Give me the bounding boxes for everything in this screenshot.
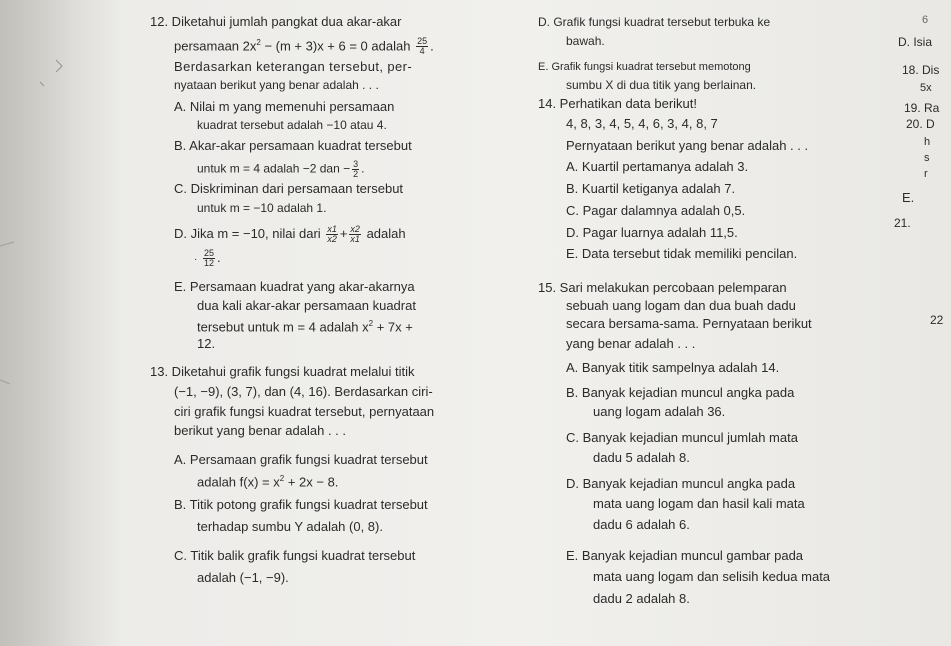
q13-stem-line-4: berikut yang benar adalah . . . — [174, 423, 347, 438]
q14-option-c: C. Pagar dalamnya adalah 0,5. — [566, 203, 746, 218]
q12-option-b-line-1: B. Akar-akar persamaan kuadrat tersebut — [174, 138, 412, 153]
q12-option-c-line-2: untuk m = −10 adalah 1. — [197, 201, 327, 215]
fragment-d-isia: D. Isia — [898, 35, 933, 49]
q12-option-d-line-1: D. Jika m = −10, nilai dari $\frac{x1}{x2}$ + $\frac{x2}{x1}$ adalah — [174, 224, 406, 244]
fragment-5x: 5x — [920, 82, 932, 94]
fragment-21: 21. — [894, 216, 911, 230]
q14-stem-line-1: 14. Perhatikan data berikut! — [538, 96, 697, 111]
q13-stem-line-3: ciri grafik fungsi kuadrat tersebut, pernyataan — [174, 404, 435, 419]
q14-option-e: E. Data tersebut tidak memiliki pencilan. — [566, 246, 798, 261]
q12-stem-line-4: nyataan berikut yang benar adalah . . . — [174, 78, 379, 92]
q14-stem-line-3: Pernyataan berikut yang benar adalah . . . — [566, 138, 809, 153]
q13-option-e-line-2: sumbu X di dua titik yang berlainan. — [566, 78, 757, 92]
q13-option-d-line-2: bawah. — [566, 34, 605, 48]
fraction-3-2: $\frac{3}{2}$ — [353, 159, 359, 179]
q14-data-list: 4, 8, 3, 4, 5, 4, 6, 3, 4, 8, 7 — [566, 116, 718, 131]
fraction-x1-x2: $\frac{x1}{x2}$ — [327, 224, 337, 244]
fragment-22: 22 — [930, 313, 944, 327]
q12-option-a-line-1: A. Nilai m yang memenuhi persamaan — [174, 99, 395, 114]
fragment-r: r — [924, 168, 928, 180]
q13-option-b-line-1: B. Titik potong grafik fungsi kuadrat tersebut — [174, 497, 428, 512]
q15-option-c-line-2: dadu 5 adalah 8. — [593, 450, 690, 465]
fragment-6: 6 — [922, 14, 929, 26]
q12-option-d-line-2: · $\frac{25}{12}$ . — [194, 248, 221, 268]
q15-option-c-line-1: C. Banyak kejadian muncul jumlah mata — [566, 430, 798, 445]
q15-stem-line-3: secara bersama-sama. Pernyataan berikut — [566, 316, 812, 331]
q12-stem-line-1: 12. Diketahui jumlah pangkat dua akar-akar — [150, 14, 402, 29]
fragment-20-d: 20. D — [906, 117, 935, 131]
q15-stem-line-4: yang benar adalah . . . — [566, 336, 696, 351]
q15-option-e-line-2: mata uang logam dan selisih kedua mata — [593, 569, 831, 584]
q15-stem-line-1: 15. Sari melakukan percobaan pelemparan — [538, 280, 787, 295]
fraction-x2-x1: $\frac{x2}{x1}$ — [350, 224, 360, 244]
q15-option-e-line-3: dadu 2 adalah 8. — [593, 591, 690, 606]
q12-option-e-line-3: tersebut untuk m = 4 adalah $x^2 + 7x$ + — [197, 319, 413, 335]
page-fold-marks — [0, 0, 140, 646]
q12-stem-line-2: persamaan $2x^2 - (m + 3)x + 6 = 0$ adalah $\frac{25}{4}$ . — [174, 36, 434, 57]
q15-option-b-line-2: uang logam adalah 36. — [593, 404, 726, 419]
q14-option-a: A. Kuartil pertamanya adalah 3. — [566, 159, 749, 174]
fragment-e: E. — [902, 190, 915, 205]
q13-option-e-line-1: E. Grafik fungsi kuadrat tersebut memotong — [538, 61, 751, 73]
fragment-s: s — [924, 152, 930, 164]
q13-option-d-line-1: D. Grafik fungsi kuadrat tersebut terbuka ke — [538, 15, 771, 29]
q15-option-d-line-3: dadu 6 adalah 6. — [593, 517, 690, 532]
fragment-19-ra: 19. Ra — [904, 101, 940, 115]
q12-option-a-line-2: kuadrat tersebut adalah −10 atau 4. — [197, 118, 387, 132]
q13-option-b-line-2: terhadap sumbu Y adalah (0, 8). — [197, 519, 383, 534]
q15-option-d-line-1: D. Banyak kejadian muncul angka pada — [566, 476, 796, 491]
q12-option-e-line-4: 12. — [197, 336, 216, 351]
q13-option-a-line-1: A. Persamaan grafik fungsi kuadrat tersebut — [174, 452, 428, 467]
fraction-25-12: $\frac{25}{12}$ — [203, 248, 214, 268]
q13-option-c-line-1: C. Titik balik grafik fungsi kuadrat tersebut — [174, 548, 416, 563]
q13-stem-line-2: (−1, −9), (3, 7), dan (4, 16). Berdasarkan ciri- — [174, 384, 433, 399]
q15-stem-line-2: sebuah uang logam dan dua buah dadu — [566, 298, 796, 313]
q12-option-c-line-1: C. Diskriminan dari persamaan tersebut — [174, 181, 404, 196]
q12-option-e-line-2: dua kali akar-akar persamaan kuadrat — [197, 298, 416, 313]
fraction-25-4: $\frac{25}{4}$ — [417, 36, 428, 57]
q15-option-e-line-1: E. Banyak kejadian muncul gambar pada — [566, 548, 804, 563]
q12-option-b-line-2: untuk m = 4 adalah −2 dan − $\frac{3}{2}$ . — [197, 159, 365, 179]
q12-option-e-line-1: E. Persamaan kuadrat yang akar-akarnya — [174, 279, 415, 294]
q15-option-b-line-1: B. Banyak kejadian muncul angka pada — [566, 385, 795, 400]
q14-option-b: B. Kuartil ketiganya adalah 7. — [566, 181, 736, 196]
q15-option-a: A. Banyak titik sampelnya adalah 14. — [566, 360, 780, 375]
q14-option-d: D. Pagar luarnya adalah 11,5. — [566, 225, 738, 240]
fragment-18-dis: 18. Dis — [902, 63, 940, 77]
q12-stem-line-3: Berdasarkan keterangan tersebut, per- — [174, 59, 413, 74]
fragment-h: h — [924, 136, 931, 148]
q15-option-d-line-2: mata uang logam dan hasil kali mata — [593, 496, 805, 511]
q13-option-a-line-2: adalah $f(x) = x^2 + 2x - 8$. — [197, 474, 339, 490]
q13-stem-line-1: 13. Diketahui grafik fungsi kuadrat melalui titik — [150, 364, 415, 379]
q13-option-c-line-2: adalah (−1, −9). — [197, 570, 289, 585]
